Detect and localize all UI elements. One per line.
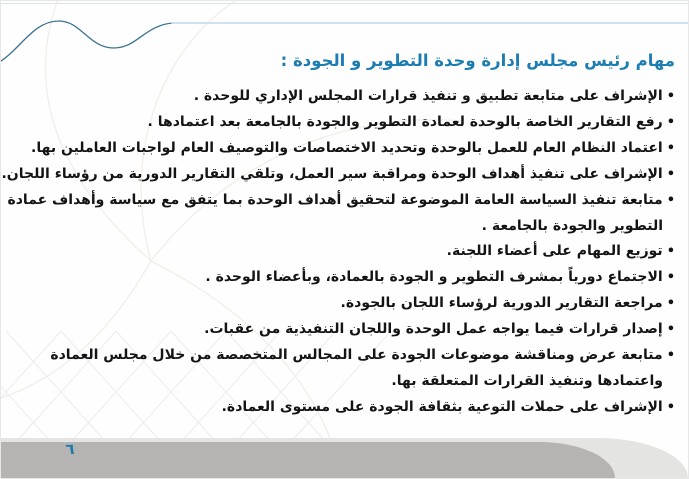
bullet-icon: • xyxy=(666,322,675,338)
list-item xyxy=(21,291,675,317)
bullet-list xyxy=(1,84,675,421)
list-item xyxy=(7,188,675,214)
list-item xyxy=(21,110,675,136)
list-item-text: متابعة تنفيذ السياسة العامة الموضوعة لتحقيق أهداف الوحدة بما يتفق مع سياسة وأهداف عمادة xyxy=(7,191,663,208)
page-number: ٦ xyxy=(65,440,75,458)
list-item-text: متابعة عرض ومناقشة موضوعات الجودة على المجالس المتخصصة من خلال مجلس العمادة xyxy=(50,347,663,364)
list-item-text: مراجعة التقارير الدورية لرؤساء اللجان بالجودة. xyxy=(340,295,663,312)
list-item-text: واعتمادها وتنفيذ القرارات المتعلقة بها. xyxy=(391,372,663,389)
bullet-icon: • xyxy=(666,166,675,182)
list-item xyxy=(21,136,675,162)
list-item xyxy=(1,162,675,188)
bullet-icon: • xyxy=(666,348,675,364)
list-item-text: الإشراف على متابعة تطبيق و تنفيذ قرارات المجلس الإداري للوحدة . xyxy=(193,88,663,104)
list-item xyxy=(21,265,675,291)
list-item xyxy=(21,369,675,395)
list-item xyxy=(21,214,675,240)
page-title: مهام رئيس مجلس إدارة وحدة التطوير و الجودة : xyxy=(280,51,675,70)
bullet-icon: • xyxy=(666,270,675,286)
bullet-icon: • xyxy=(666,114,675,130)
list-item xyxy=(21,395,675,421)
bullet-icon: • xyxy=(666,244,675,260)
list-item xyxy=(21,239,675,265)
list-item xyxy=(21,343,675,369)
footer-bar xyxy=(1,442,615,478)
list-item xyxy=(21,317,675,343)
bullet-icon: • xyxy=(666,192,675,208)
list-item-text: رفع التقارير الخاصة بالوحدة لعمادة التطوير والجودة بالجامعة بعد اعتمادها . xyxy=(147,113,663,130)
bullet-icon: • xyxy=(666,296,675,312)
list-item-text: توزيع المهام على أعضاء اللجنة. xyxy=(446,243,663,260)
list-item-text: اعتماد النظام العام للعمل بالوحدة وتحديد الاختصاصات والتوصيف العام لواجبات العاملين بها. xyxy=(31,139,663,156)
bullet-icon: • xyxy=(666,140,675,156)
bullet-icon: • xyxy=(666,399,675,415)
top-border-line xyxy=(1,3,688,4)
list-item-text: التطوير والجودة بالجامعة . xyxy=(481,217,663,234)
list-item-text: إصدار قرارات فيما يواجه عمل الوحدة واللجان التنفيذية من عقبات. xyxy=(204,321,663,338)
list-item-text: الإشراف على حملات التوعية بثقافة الجودة على مستوى العمادة. xyxy=(221,398,663,415)
bullet-icon: • xyxy=(666,89,675,104)
list-item-text: الاجتماع دورياً بمشرف التطوير و الجودة بالعمادة، وبأعضاء الوحدة . xyxy=(205,269,663,286)
list-item xyxy=(21,84,675,110)
list-item-text: الإشراف على تنفيذ أهداف الوحدة ومراقبة سير العمل، وتلقي التقارير الدورية من رؤساء اللجان. xyxy=(1,165,663,182)
